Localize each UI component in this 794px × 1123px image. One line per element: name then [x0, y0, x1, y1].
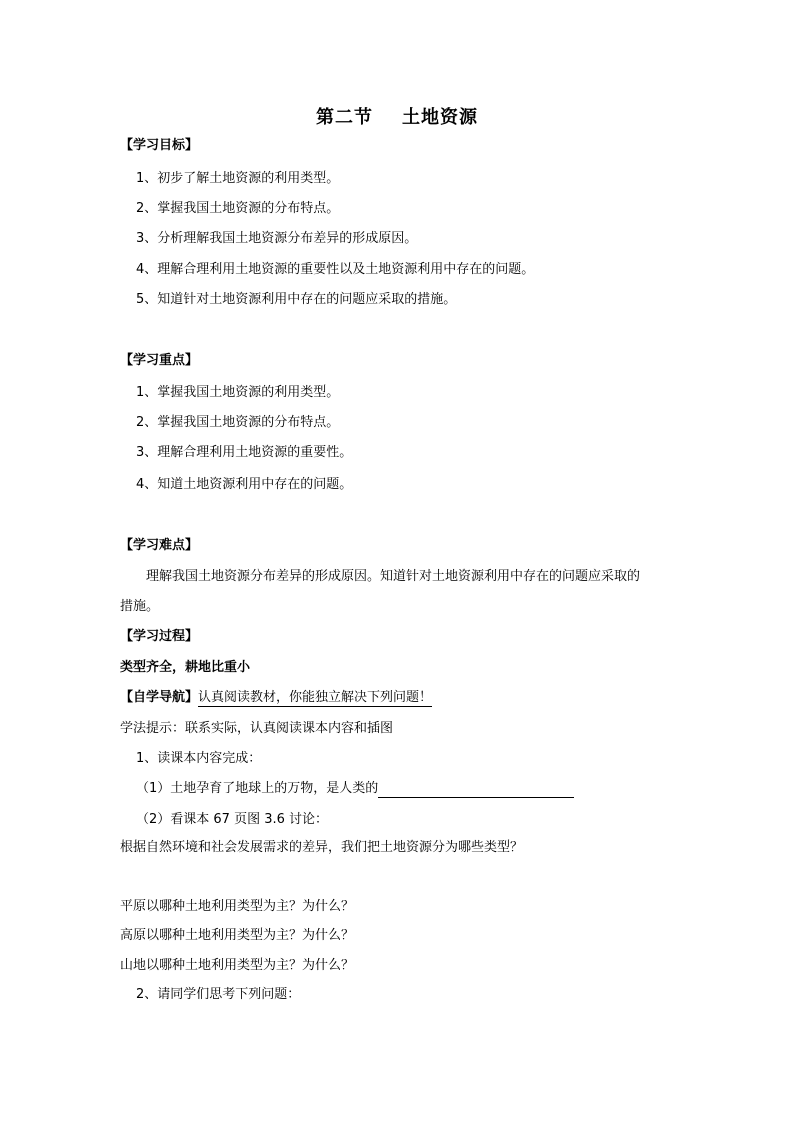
question-1-1-text: （1）土地孕育了地球上的万物，是人类的: [136, 781, 379, 796]
key-point-item: 4、知道土地资源利用中存在的问题。: [136, 477, 353, 492]
objective-item: 2、掌握我国土地资源的分布特点。: [136, 201, 340, 216]
key-point-item: 3、理解合理利用土地资源的重要性。: [136, 445, 353, 460]
answer-blank[interactable]: [378, 783, 574, 798]
difficulties-text-line2: 措施。: [120, 599, 160, 614]
plateau-question: 高原以哪种土地利用类型为主？为什么？: [120, 928, 355, 943]
process-heading: 【学习过程】: [120, 629, 199, 644]
question-1-1: [136, 780, 574, 798]
difficulties-text-line1: 理解我国土地资源分布差异的形成原因。知道针对土地资源利用中存在的问题应采取的: [146, 569, 641, 584]
question-2: 2、请同学们思考下列问题：: [136, 987, 301, 1002]
key-point-item: 1、掌握我国土地资源的利用类型。: [136, 385, 340, 400]
guide-label: 【自学导航】: [120, 690, 199, 705]
objective-item: 1、初步了解土地资源的利用类型。: [136, 171, 340, 186]
plain-question: 平原以哪种土地利用类型为主？为什么？: [120, 899, 355, 914]
difficulties-heading: 【学习难点】: [120, 538, 199, 553]
objectives-heading: 【学习目标】: [120, 138, 199, 153]
process-subheading: 类型齐全，耕地比重小: [120, 660, 251, 675]
key-points-heading: 【学习重点】: [120, 353, 199, 368]
objective-item: 4、理解合理利用土地资源的重要性以及土地资源利用中存在的问题。: [136, 262, 535, 277]
page-title: 第二节 土地资源: [315, 107, 479, 128]
mountain-question: 山地以哪种土地利用类型为主？为什么？: [120, 958, 355, 973]
question-1: 1、读课本内容完成：: [136, 751, 262, 766]
objective-item: 5、知道针对土地资源利用中存在的问题应采取的措施。: [136, 292, 457, 307]
question-1-2: （2）看课本 67 页图 3.6 讨论：: [136, 812, 329, 827]
objective-item: 3、分析理解我国土地资源分布差异的形成原因。: [136, 231, 418, 246]
study-tip: 学法提示：联系实际，认真阅读课本内容和插图: [120, 721, 394, 736]
key-point-item: 2、掌握我国土地资源的分布特点。: [136, 415, 340, 430]
self-study-guide: [120, 689, 432, 707]
question-1-3: 根据自然环境和社会发展需求的差异，我们把土地资源分为哪些类型？: [120, 840, 524, 855]
guide-text: 认真阅读教材，你能独立解决下列问题！: [198, 690, 433, 705]
